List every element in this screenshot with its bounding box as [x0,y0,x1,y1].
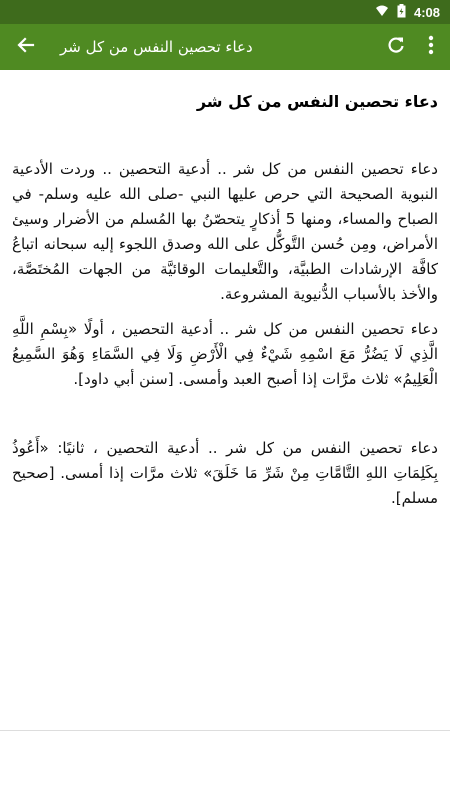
back-button[interactable] [4,25,48,69]
wifi-icon [375,4,389,21]
article-content[interactable] [0,70,450,730]
status-icons [375,0,440,24]
footer-area [0,731,450,800]
arrow-back-icon [17,36,35,58]
article-paragraph: دعاء تحصين النفس من كل شر .. أدعية التحصين ، ثانيًا: «أَعُوذُ بِكَلِمَاتِ اللهِ التَّامَّاتِ مِنْ شَرِّ مَا خَلَقَ» ثلاث مرَّات إذا أمسى. [صحيح مسلم]. [12,439,438,507]
article-heading: دعاء تحصين النفس من كل شر [196,92,438,111]
refresh-icon [386,35,406,59]
article-paragraph: دعاء تحصين النفس من كل شر .. أدعية التحصين .. وردت الأدعية النبوية الصحيحة التي حرص عليها النبي -صلى الله عليه وسلم- في الصباح والمساء، ومنها 5 أذكارٍ يتحصّنُ بها المُسلم من الأضرار وسيئ الأمراض، ومِن حُسن التَّوكُّل على الله وصدق اللجوء إليه سبحانه اتباعُ كافَّة الإرشادات الطبيَّة، والتَّعليمات الوقائيَّة من الجهات المُختَصَّة، والأخذ بالأسباب الدُّنيوية المشروعة. [12,160,438,303]
status-time: 4:08 [413,4,440,20]
app-toolbar [0,24,450,70]
more-vert-icon [428,35,434,59]
toolbar-title: دعاء تحصين النفس من كل شر [60,38,253,56]
article-paragraph: دعاء تحصين النفس من كل شر .. أدعية التحصين ، أولًا «بِسْمِ اللَّهِ الَّذِي لَا يَضُرُّ مَعَ اسْمِهِ شَيْءٌ فِي الْأَرْضِ وَلَا فِي السَّمَاءِ وَهُوَ السَّمِيعُ الْعَلِيمُ» ثلاث مرَّات إذا أصبح العبد وأمسى. [سنن أبي داود]. [12,320,438,388]
status-bar [0,0,450,24]
battery-icon [397,4,406,21]
refresh-button[interactable] [376,25,416,69]
overflow-menu-button[interactable] [416,25,446,69]
